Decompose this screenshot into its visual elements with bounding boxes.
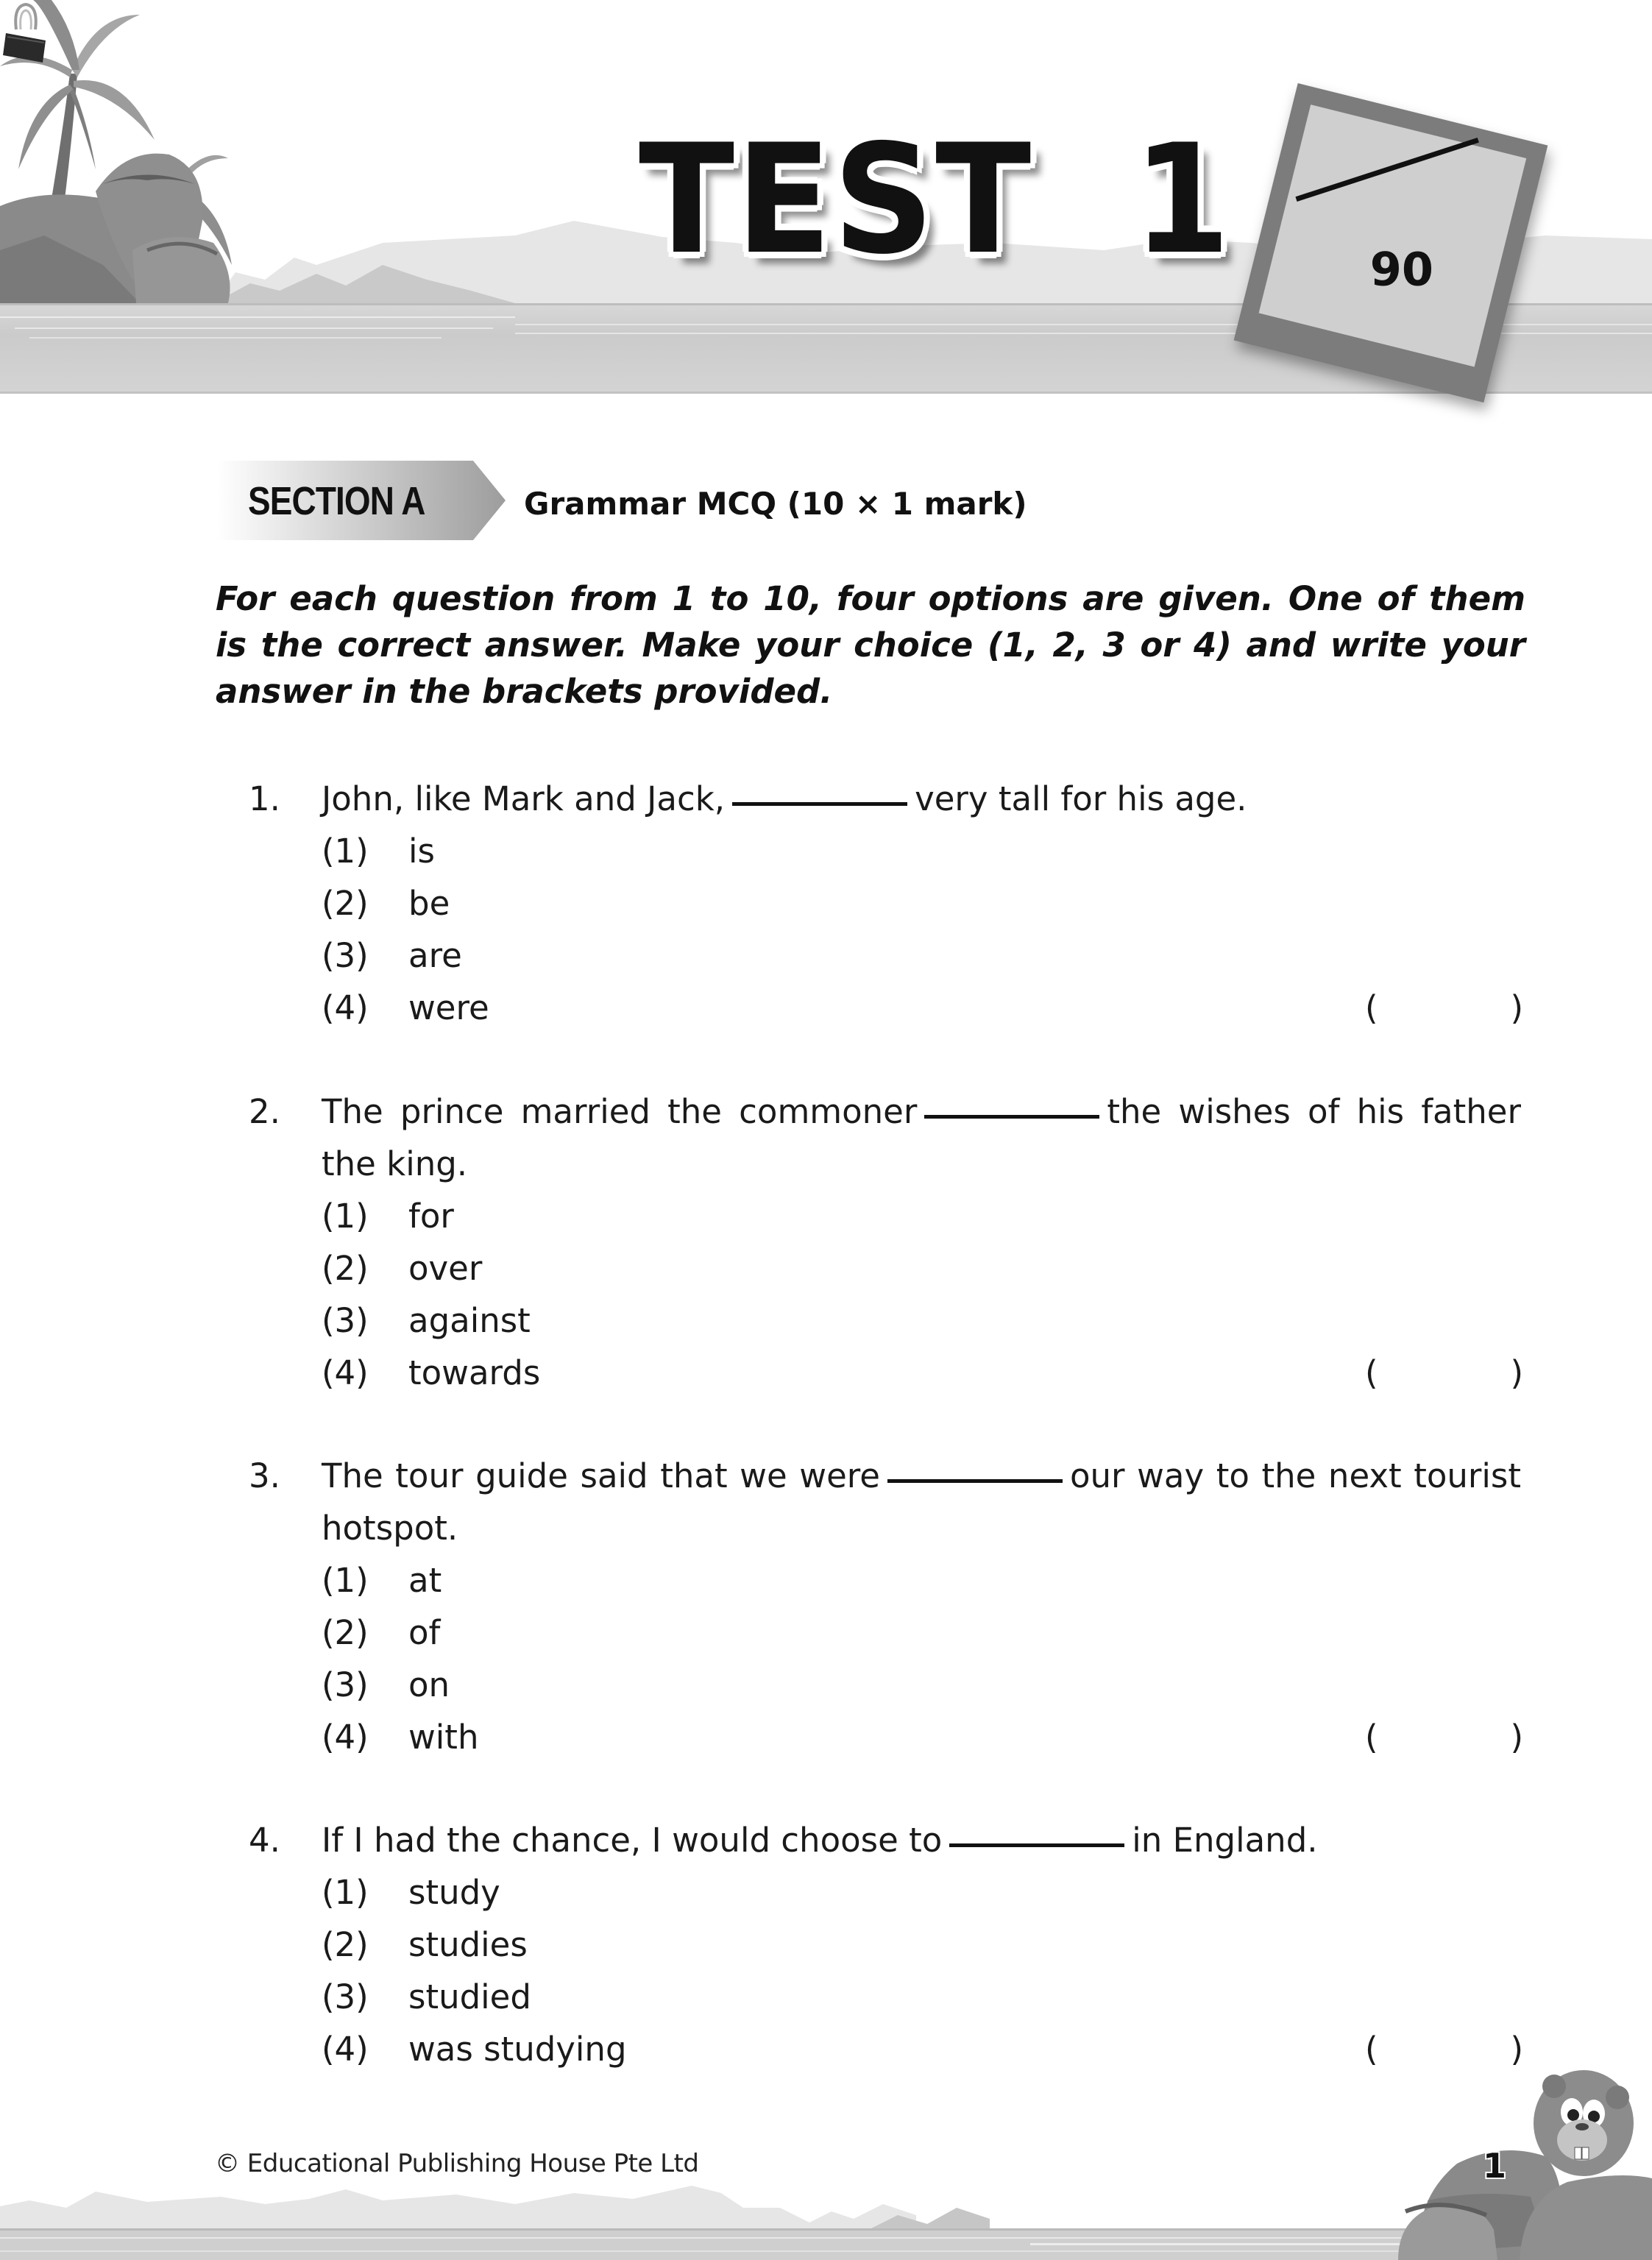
option-4[interactable] <box>322 1347 540 1399</box>
header-banner <box>0 0 1652 394</box>
page-number: 1 <box>1483 2146 1507 2186</box>
answer-blank <box>949 1843 1124 1847</box>
option-number: (1) <box>322 1873 369 1912</box>
bracket-open: ( <box>1365 1718 1378 1757</box>
option-4[interactable] <box>322 982 489 1034</box>
answer-bracket[interactable] <box>1365 982 1523 1034</box>
option-text: over <box>408 1249 483 1288</box>
stem-before: The prince married the commoner <box>322 1092 918 1131</box>
option-number: (1) <box>322 1561 369 1600</box>
option-text: studies <box>408 1925 528 1964</box>
option-text: be <box>408 884 450 923</box>
option-1[interactable] <box>322 825 435 877</box>
answer-blank <box>924 1115 1099 1119</box>
option-text: against <box>408 1301 531 1340</box>
option-1[interactable] <box>322 1866 500 1919</box>
option-2[interactable] <box>322 1919 528 1971</box>
option-1[interactable] <box>322 1190 454 1242</box>
stem-before: John, like Mark and Jack, <box>322 779 726 818</box>
option-3[interactable] <box>322 1659 450 1711</box>
test-title: TEST 1 <box>639 113 1233 288</box>
option-text: with <box>408 1718 479 1757</box>
bracket-open: ( <box>1365 988 1378 1027</box>
option-number: (1) <box>322 1197 369 1236</box>
bracket-open: ( <box>1365 2030 1378 2069</box>
section-tag <box>217 461 506 540</box>
bracket-close: ) <box>1510 1353 1523 1392</box>
option-2[interactable] <box>322 877 450 929</box>
stem-after: our way to the next tourist hotspot. <box>322 1456 1521 1548</box>
stem-before: The tour guide said that we were <box>322 1456 880 1495</box>
question-number: 2. <box>249 1092 280 1131</box>
option-text: studied <box>408 1977 531 2016</box>
option-text: on <box>408 1665 450 1704</box>
answer-bracket[interactable] <box>1365 1347 1523 1399</box>
question-stem <box>322 1085 1521 1190</box>
stem-after: in England. <box>1132 1821 1318 1860</box>
question-number: 1. <box>249 779 280 818</box>
option-text: for <box>408 1197 454 1236</box>
option-2[interactable] <box>322 1242 482 1294</box>
option-number: (3) <box>322 1665 369 1704</box>
option-3[interactable] <box>322 1971 531 2023</box>
option-number: (2) <box>322 1249 369 1288</box>
option-number: (2) <box>322 884 369 923</box>
answer-bracket[interactable] <box>1365 1711 1523 1763</box>
option-2[interactable] <box>322 1607 440 1659</box>
option-number: (2) <box>322 1613 369 1652</box>
section-title: Grammar MCQ (10 × 1 mark) <box>524 486 1027 522</box>
score-card-paper <box>1259 105 1527 366</box>
option-text: were <box>408 988 489 1027</box>
option-4[interactable] <box>322 1711 478 1763</box>
binder-clip-icon <box>0 0 52 66</box>
stem-after: very tall for his age. <box>915 779 1247 818</box>
option-number: (3) <box>322 1301 369 1340</box>
option-number: (3) <box>322 1977 369 2016</box>
option-3[interactable] <box>322 1294 531 1347</box>
question-stem <box>322 1814 1521 1866</box>
option-text: of <box>408 1613 441 1652</box>
copyright-notice: © Educational Publishing House Pte Ltd <box>215 2149 699 2178</box>
option-4[interactable] <box>322 2023 627 2075</box>
bracket-open: ( <box>1365 1353 1378 1392</box>
stem-before: If I had the chance, I would choose to <box>322 1821 943 1860</box>
answer-blank <box>732 802 907 806</box>
option-number: (4) <box>322 988 369 1027</box>
option-number: (1) <box>322 832 369 871</box>
option-number: (4) <box>322 1353 369 1392</box>
option-number: (2) <box>322 1925 369 1964</box>
option-number: (4) <box>322 1718 369 1757</box>
question-stem <box>322 1450 1521 1554</box>
answer-blank <box>887 1479 1063 1483</box>
option-text: study <box>408 1873 500 1912</box>
beaver-mascot-illustration <box>1398 2053 1652 2260</box>
option-text: at <box>408 1561 442 1600</box>
question-number: 3. <box>249 1456 280 1495</box>
option-1[interactable] <box>322 1554 442 1607</box>
option-text: are <box>408 936 462 975</box>
bracket-close: ) <box>1510 988 1523 1027</box>
question-number: 4. <box>249 1821 280 1860</box>
option-text: is <box>408 832 435 871</box>
score-total: 90 <box>1369 242 1433 297</box>
instructions-text: For each question from 1 to 10, four options are given. One of them is the correct answer. Make your choice (1, 2, 3 or 4) and write your answer in the brackets provided. <box>216 579 1525 711</box>
option-text: was studying <box>408 2030 627 2069</box>
option-text: towards <box>408 1353 541 1392</box>
section-label: SECTION A <box>248 479 425 523</box>
option-number: (4) <box>322 2030 369 2069</box>
option-number: (3) <box>322 936 369 975</box>
stem-after: the wishes of his father the king. <box>322 1092 1521 1183</box>
option-3[interactable] <box>322 929 462 982</box>
bracket-close: ) <box>1510 2030 1523 2069</box>
question-stem <box>322 773 1521 825</box>
bracket-close: ) <box>1510 1718 1523 1757</box>
